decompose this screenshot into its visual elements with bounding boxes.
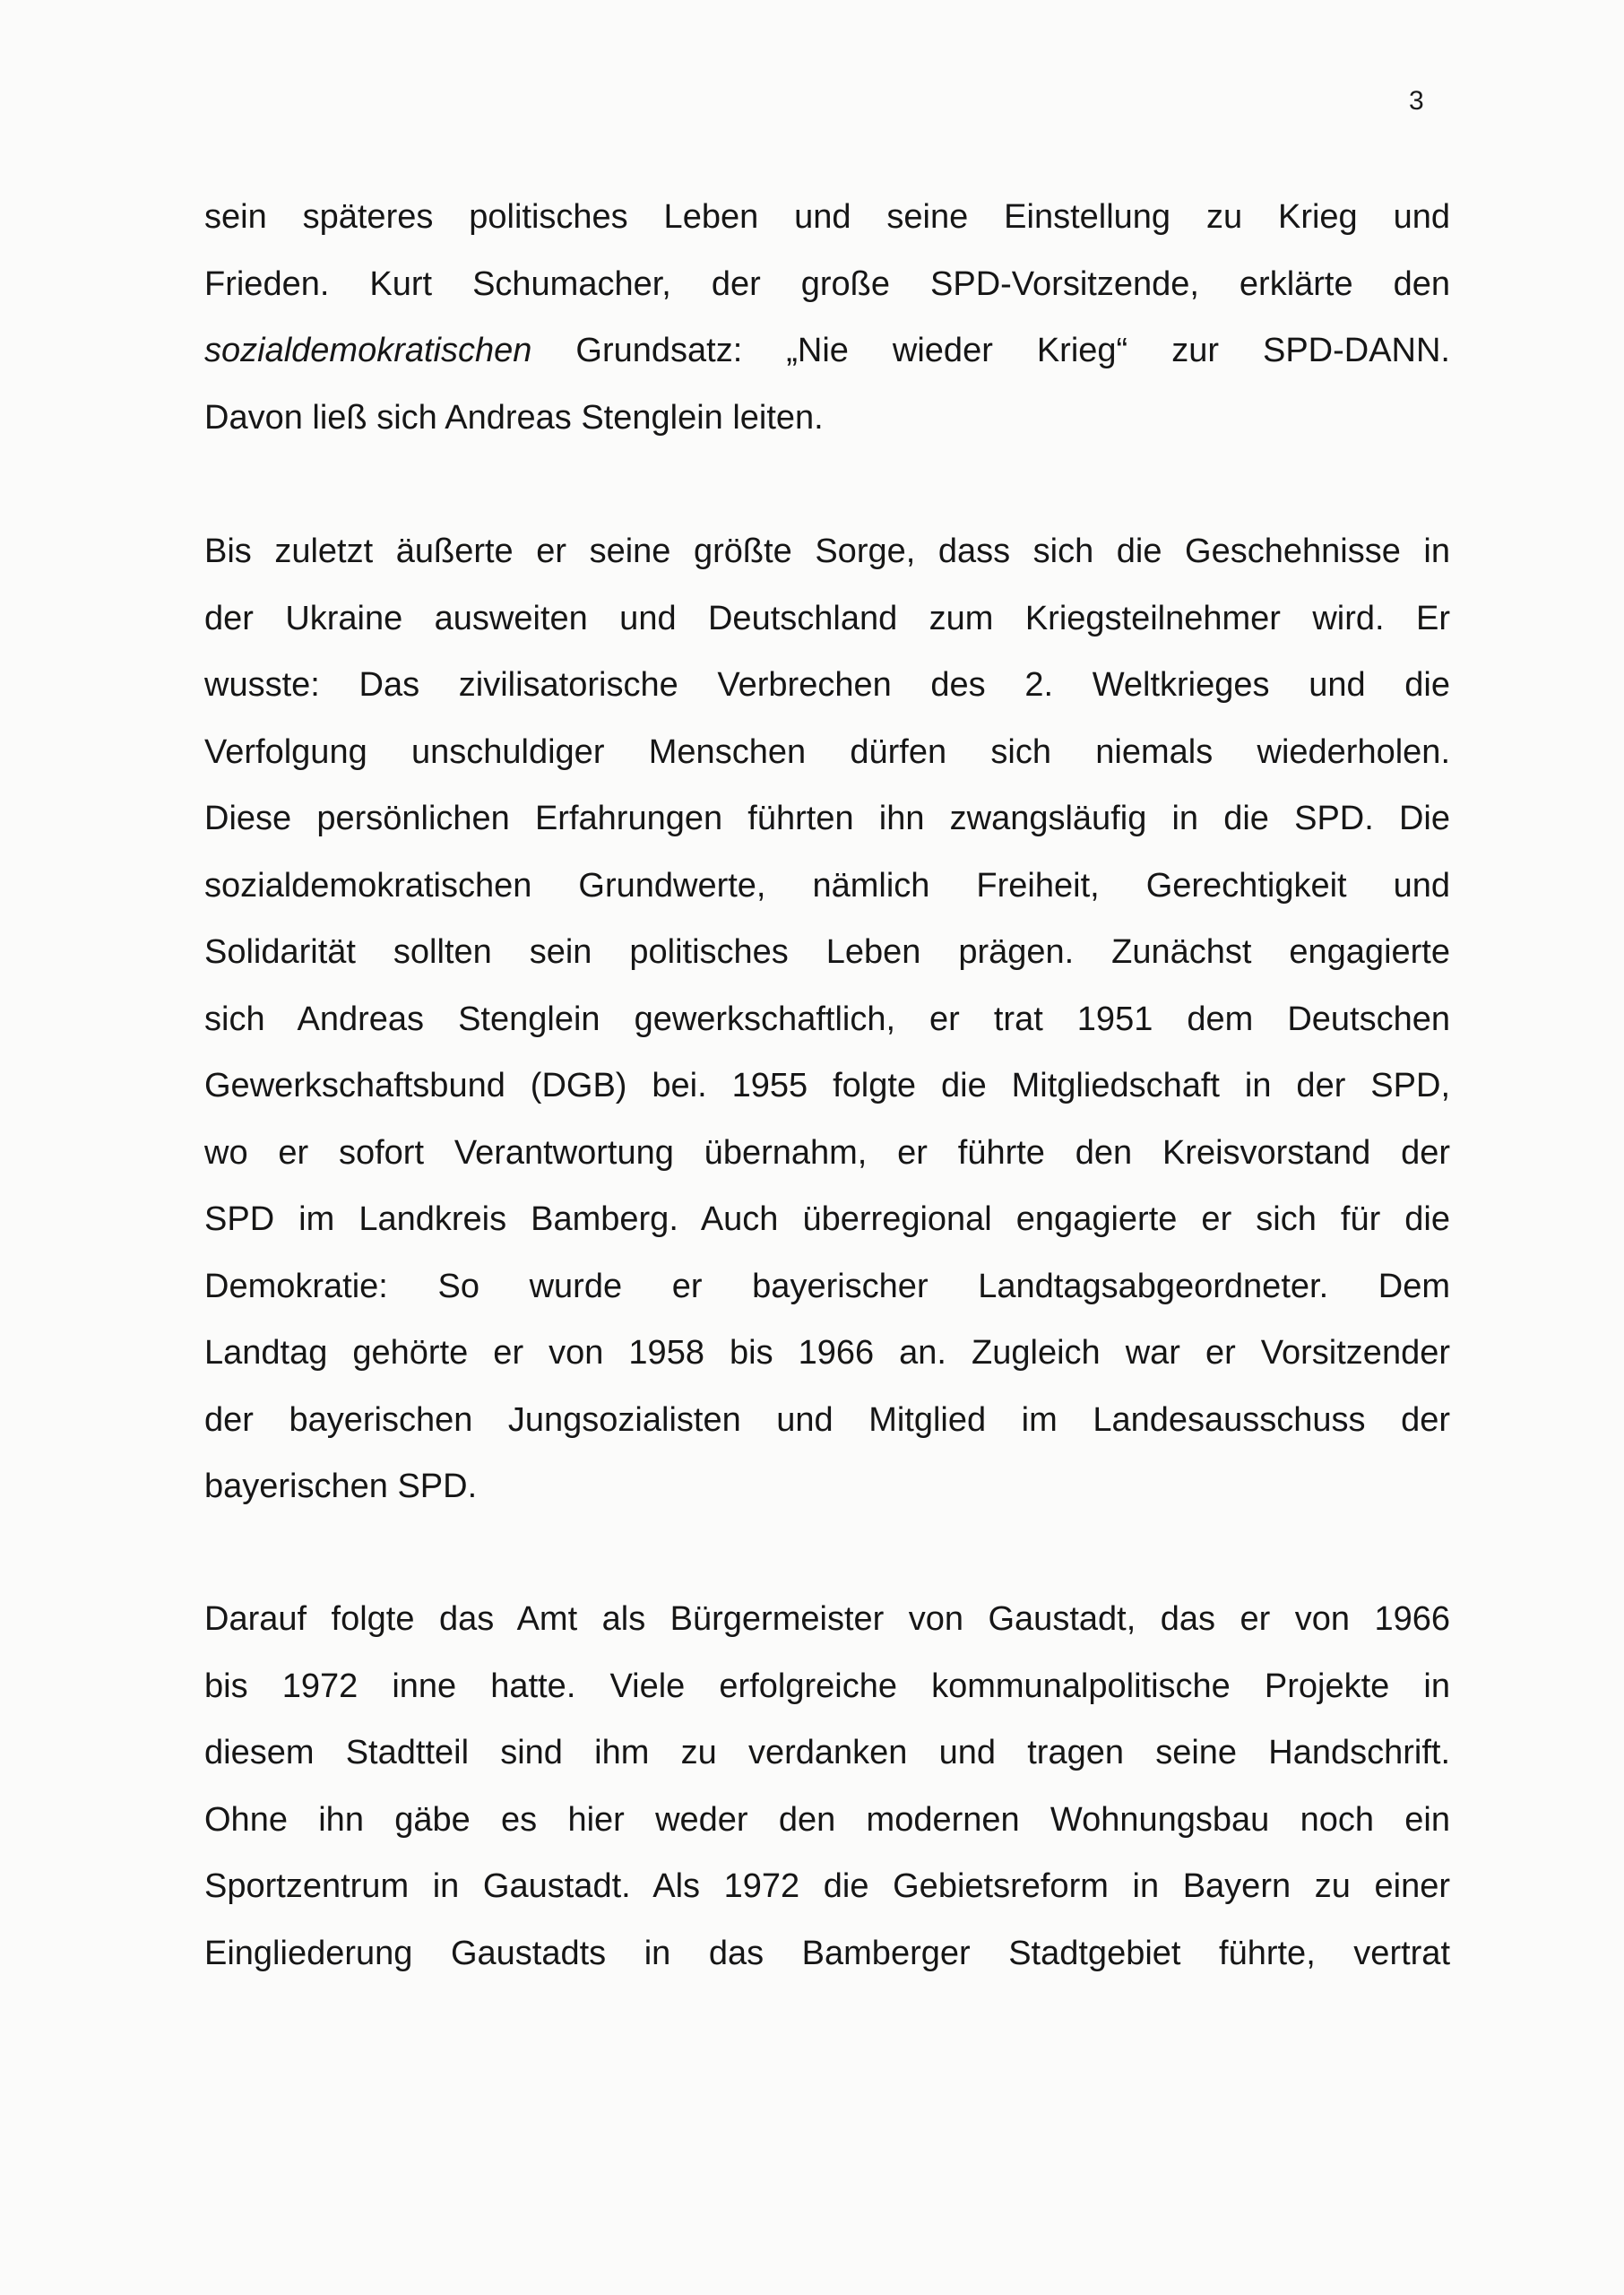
text-line: sich Andreas Stenglein gewerkschaftlich, er trat 1951 dem Deutschen — [204, 1000, 1450, 1038]
paragraph-2 — [204, 518, 1450, 1520]
text-line: bis 1972 inne hatte. Viele erfolgreiche kommunalpolitische Projekte in — [204, 1667, 1450, 1705]
text-line: Diese persönlichen Erfahrungen führten ihn zwangsläufig in die SPD. Die — [204, 800, 1450, 837]
text-line: sozialdemokratischen Grundwerte, nämlich Freiheit, Gerechtigkeit und — [204, 866, 1450, 905]
text-line: Eingliederung Gaustadts in das Bamberger Stadtgebiet führte, vertrat — [204, 1934, 1450, 1972]
text-line: der bayerischen Jungsozialisten und Mitglied im Landesausschuss der — [204, 1400, 1450, 1439]
text-line: bayerischen SPD. — [204, 1468, 478, 1505]
text-line: SPD im Landkreis Bamberg. Auch überregional engagierte er sich für die — [204, 1200, 1450, 1238]
text-line-rest: Grundsatz: „Nie wieder Krieg“ zur SPD-DANN. — [531, 332, 1450, 369]
text-line: Darauf folgte das Amt als Bürgermeister von Gaustadt, das er von 1966 — [204, 1600, 1450, 1638]
italic-term: sozialdemokratischen — [204, 332, 532, 369]
text-line: Solidarität sollten sein politisches Leben prägen. Zunächst engagierte — [204, 933, 1450, 971]
paragraph-1 — [204, 184, 1450, 451]
text-line: Ohne ihn gäbe es hier weder den modernen Wohnungsbau noch ein — [204, 1800, 1450, 1839]
text-line: der Ukraine ausweiten und Deutschland zum Kriegsteilnehmer wird. Er — [204, 599, 1450, 637]
text-line: wusste: Das zivilisatorische Verbrechen des 2. Weltkrieges und die — [204, 666, 1450, 704]
text-line: diesem Stadtteil sind ihm zu verdanken und tragen seine Handschrift. — [204, 1734, 1450, 1771]
text-line: Sportzentrum in Gaustadt. Als 1972 die Gebietsreform in Bayern zu einer — [204, 1867, 1450, 1905]
text-line: Landtag gehörte er von 1958 bis 1966 an. Zugleich war er Vorsitzender — [204, 1334, 1450, 1372]
text-line: sein späteres politisches Leben und seine Einstellung zu Krieg und — [204, 198, 1450, 236]
paragraph-3 — [204, 1586, 1450, 1987]
text-line: Gewerkschaftsbund (DGB) bei. 1955 folgte die Mitgliedschaft in der SPD, — [204, 1067, 1450, 1104]
text-line: Bis zuletzt äußerte er seine größte Sorge, dass sich die Geschehnisse in — [204, 533, 1450, 570]
text-line: Frieden. Kurt Schumacher, der große SPD-Vorsitzende, erklärte den — [204, 264, 1450, 303]
page-number: 3 — [1409, 86, 1424, 116]
text-line: wo er sofort Verantwortung übernahm, er führte den Kreisvorstand der — [204, 1133, 1450, 1172]
text-line: Demokratie: So wurde er bayerischer Landtagsabgeordneter. Dem — [204, 1267, 1450, 1305]
text-line: Davon ließ sich Andreas Stenglein leiten. — [204, 398, 824, 437]
text-line: Verfolgung unschuldiger Menschen dürfen sich niemals wiederholen. — [204, 732, 1450, 771]
text-line — [204, 317, 1450, 385]
